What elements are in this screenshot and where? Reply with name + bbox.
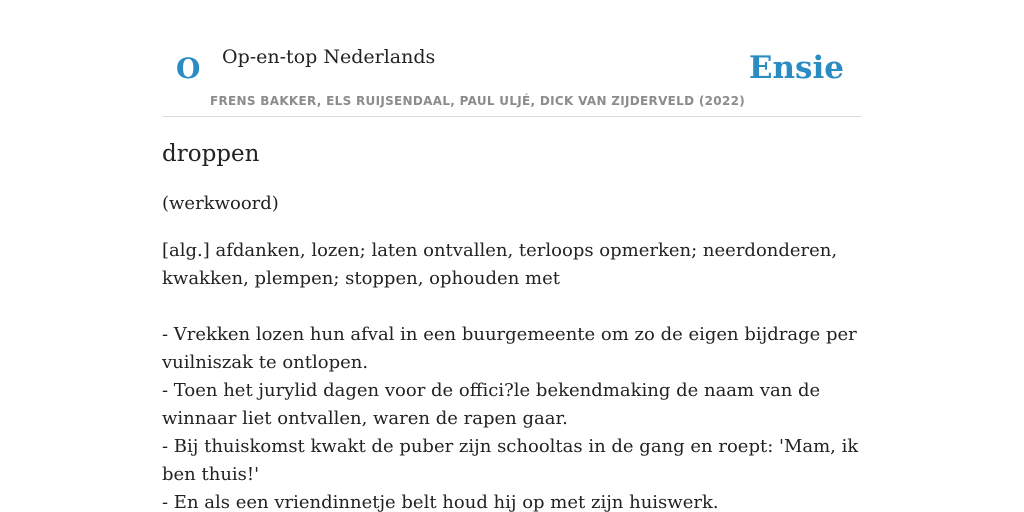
entry-definition: [alg.] afdanken, lozen; laten ontvallen, terloops opmerken; neerdonderen, kwakken, plempen; stoppen, ophouden met bbox=[162, 240, 838, 289]
book-title[interactable]: Op-en-top Nederlands bbox=[222, 46, 436, 68]
ensie-logo-link[interactable]: Ensie bbox=[748, 50, 844, 86]
book-logo-icon[interactable]: O bbox=[176, 52, 201, 85]
example-sentence: - En als een vriendinnetje belt houd hij op met zijn huiswerk. bbox=[162, 492, 719, 512]
book-header bbox=[162, 0, 862, 117]
example-list bbox=[162, 321, 862, 512]
entry-headword: droppen bbox=[162, 141, 260, 167]
example-sentence: - Vrekken lozen hun afval in een buurgemeente om zo de eigen bijdrage per vuilniszak te ontlopen. bbox=[162, 324, 857, 373]
entry-content bbox=[162, 138, 862, 512]
example-sentence: - Toen het jurylid dagen voor de offici?le bekendmaking de naam van de winnaar liet ontvallen, waren de rapen gaar. bbox=[162, 380, 821, 429]
example-sentence: - Bij thuiskomst kwakt de puber zijn schooltas in de gang en roept: 'Mam, ik ben thuis!' bbox=[162, 436, 859, 485]
part-of-speech: (werkwoord) bbox=[162, 193, 279, 214]
book-authors: FRENS BAKKER, ELS RUIJSENDAAL, PAUL ULJÉ, DICK VAN ZIJDERVELD (2022) bbox=[210, 94, 746, 108]
